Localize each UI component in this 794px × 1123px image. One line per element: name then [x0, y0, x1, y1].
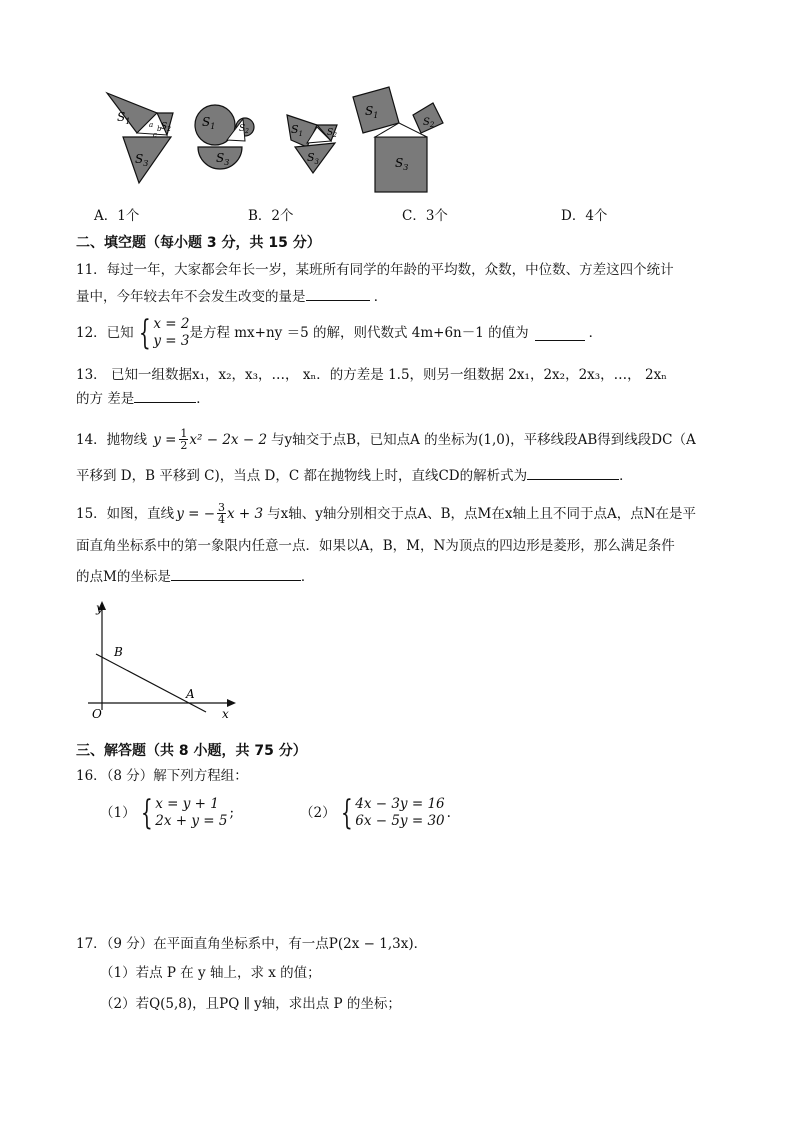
q16-part1: （1） { x = y + 1 2x + y = 5 ; — [100, 793, 235, 833]
q13-answer-blank[interactable] — [134, 388, 196, 403]
figure-triangles-2 — [287, 115, 337, 173]
svg-text:S2: $S_2$ — [239, 124, 249, 135]
svg-text:S2: $S_2$ — [423, 117, 435, 129]
svg-text:S1: $S_1$ — [117, 110, 131, 126]
s2-label: S — [161, 122, 168, 132]
pythagoras-figures — [95, 85, 465, 200]
figure-squares — [353, 87, 443, 192]
x-axis-label: x — [222, 707, 229, 721]
svg-text:S3: $S_3$ — [307, 151, 320, 166]
q11-answer-blank[interactable] — [306, 286, 370, 301]
q12-system: { x = 2 y = 3 — [138, 313, 190, 353]
svg-text:S1: $S_1$ — [365, 104, 379, 120]
q11-line2: 量中，今年较去年不会发生改变的量是 ． — [76, 286, 387, 307]
figure-triangles — [107, 93, 173, 183]
section3-title: 三、解答题（共 8 小题，共 75 分） — [76, 743, 307, 759]
svg-text:c: c — [153, 131, 157, 139]
svg-text:b: b — [157, 125, 162, 133]
q17-title: 17．（9 分）在平面直角坐标系中，有一点P(2x − 1,3x)． — [76, 936, 428, 952]
q14-line2: 平移到 D，B 平移到 C)，当点 D，C 都在抛物线上时，直线CD的解析式为 ． — [76, 465, 633, 486]
svg-text:S1: $S_1$ — [202, 115, 216, 131]
section2-title: 二、填空题（每小题 3 分，共 15 分） — [76, 235, 321, 251]
q13-line1: 13． 已知一组数据x₁，x₂，x₃，…， xₙ．的方差是 1.5，则另一组数据 2x₁，2x₂，2x₃，…， 2xₙ — [76, 367, 668, 383]
q14-answer-blank[interactable] — [527, 465, 619, 480]
q16-system-1: { x = y + 1 2x + y = 5 — [140, 793, 228, 833]
q15-line2: 面直角坐标系中的第一象限内任意一点．如果以A，B，M，N为顶点的四边形是菱形，那么满足条件 — [76, 538, 675, 554]
q16-title: 16．（8 分）解下列方程组： — [76, 768, 248, 784]
q13-line2: 的方 差是 ． — [76, 388, 210, 409]
origin-label: O — [92, 707, 102, 721]
q10-option-c: C．3个 — [402, 208, 448, 224]
s1-label: S — [117, 110, 126, 124]
svg-text:S1: $S_1$ — [291, 123, 304, 138]
q16-system-2: { 4x − 3y = 16 6x − 5y = 30 — [340, 793, 445, 833]
q11-line1: 11．每过一年，大家都会年长一岁，某班所有同学的年龄的平均数，众数，中位数、方差这四个统计 — [76, 262, 674, 278]
q17-part1: （1）若点 P 在 y 轴上，求 x 的值； — [100, 965, 321, 981]
x-axis-arrow — [227, 699, 236, 707]
q10-option-b: B．2个 — [248, 208, 294, 224]
q10-option-a: A．1个 — [94, 208, 140, 224]
q17-part2: （2）若Q(5,8)，且PQ ∥ y轴，求出点 P 的坐标； — [100, 996, 401, 1012]
q12-answer-blank[interactable] — [535, 326, 585, 341]
svg-text:S3: $S_3$ — [216, 151, 230, 167]
q15-coordinate-graph — [88, 598, 248, 723]
q11-text: 量中，今年较去年不会发生改变的量是 — [76, 289, 306, 305]
y-axis-label: y — [96, 601, 103, 615]
svg-text:a: a — [149, 121, 154, 129]
q16-part2: （2） { 4x − 3y = 16 6x − 5y = 30 . — [300, 793, 451, 833]
q12-prefix: 12．已知 — [76, 325, 134, 341]
svg-text:S2: $S_2$ — [161, 122, 171, 133]
s3-label: S — [135, 152, 144, 166]
q15-line1: 15．如图，直线 y = − $\frac{3}{4}$ x + 3 与x轴、y轴分别相交于点A、B，点M在x轴上且不同于点A，点N在是平 — [76, 501, 697, 526]
point-b-label: B — [114, 645, 123, 659]
point-a-label: A — [186, 687, 195, 701]
q12-text: 是方程 mx+ny ＝5 的解，则代数式 4m+6n－1 的值为 — [189, 325, 529, 341]
figure-semicircles — [195, 105, 254, 169]
svg-text:S3: $S_3$ — [395, 156, 409, 172]
q12: 12．已知 { x = 2 y = 3 是方程 mx+ny ＝5 的解，则代数式 4m+6n－1 的值为 ． — [76, 313, 603, 353]
q15-line3: 的点M的坐标是 ． — [76, 566, 314, 587]
q15-fraction: $\frac{3}{4}$ — [218, 501, 226, 526]
svg-text:S2: $S_2$ — [327, 128, 337, 139]
q14-line1: 14．抛物线 y = $\frac{1}{2}$ x² − 2x − 2 与y轴交于点B，已知点A 的坐标为(1,0)，平移线段AB得到线段DC（A — [76, 427, 696, 452]
q15-answer-blank[interactable] — [171, 566, 301, 581]
q10-option-d: D．4个 — [561, 208, 608, 224]
svg-text:S3: $S_3$ — [135, 152, 149, 168]
q14-fraction: $\frac{1}{2}$ — [180, 427, 188, 452]
